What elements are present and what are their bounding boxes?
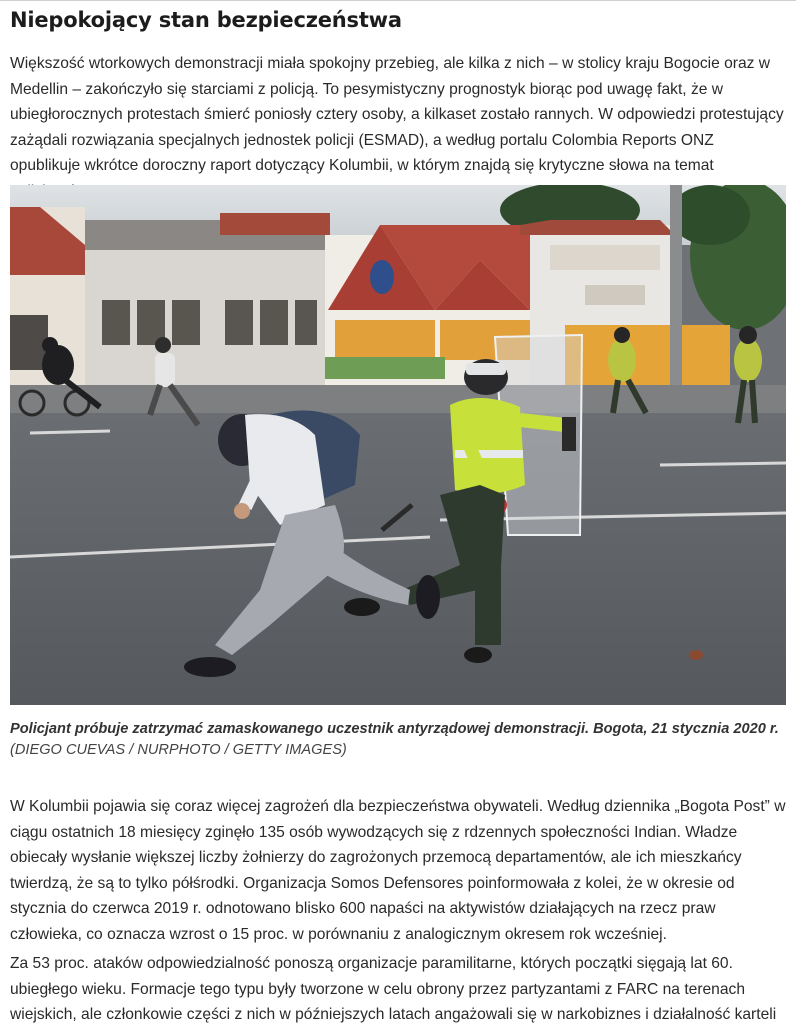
section-heading: Niepokojący stan bezpieczeństwa bbox=[10, 8, 402, 32]
road bbox=[10, 413, 786, 705]
rock bbox=[689, 650, 703, 660]
caption-text: Policjant próbuje zatrzymać zamaskowanego uczestnik antyrządowej demonstracji. Bogota, 21 stycznia 2020 r. bbox=[10, 721, 779, 737]
article-paragraph-2: W Kolumbii pojawia się coraz więcej zagrożeń dla bezpieczeństwa obywateli. Według dziennika „Bogota Post” w ciągu ostatnich 18 miesięcy zginęło 135 osób wywodzących się z rdzennych społeczności Indian. Władze obiecały wysłanie większej liczby żołnierzy do zagrożonych przemocą departamentów, ale ich mieszkańcy twierdzą, że są to tylko półśrodki. Organizacja Somos Defensores poinformowała z kolei, że w okresie od stycznia do czerwca 2019 r. odnotowano blisko 600 napaści na aktywistów działających na rzecz praw człowieka, co oznacza wzrost o 15 proc. w porównaniu z analogicznym okresem rok wcześniej. bbox=[10, 798, 786, 943]
photo-credit: (DIEGO CUEVAS / NURPHOTO / GETTY IMAGES) bbox=[10, 742, 347, 758]
article-photo[interactable] bbox=[10, 185, 786, 705]
sidewalk bbox=[10, 385, 786, 413]
top-divider bbox=[0, 0, 796, 1]
article-paragraph-3: Za 53 proc. ataków odpowiedzialność ponoszą organizacje paramilitarne, których początki sięgają lat 60. ubiegłego wieku. Formacje tego typu były tworzone w celu obrony przez partyzantami z FARC na terenach wiejskich, ale członkowie części z nich w późniejszych latach angażowali się w narkobiznes i działalność karteli bbox=[10, 955, 777, 1023]
article-paragraph-1: Większość wtorkowych demonstracji miała spokojny przebieg, ale kilka z nich – w stolicy kraju Bogocie oraz w Medellin – zakończyło się starciami z policją. To pesymistyczny prognostyk biorąc pod uwagę fakt, że w ubiegłorocznych protestach śmierć poniosły cztery osoby, a kilkaset zostało rannych. W odpowiedzi protestujący zażądali rozwiązania specjalnych jednostek policji (ESMAD), a według portalu Colombia Reports ONZ opublikuje wkrótce doroczny raport dotyczący Kolumbii, w którym znajdą się krytyczne słowa na temat bbox=[10, 55, 784, 174]
photo-caption bbox=[10, 719, 788, 761]
